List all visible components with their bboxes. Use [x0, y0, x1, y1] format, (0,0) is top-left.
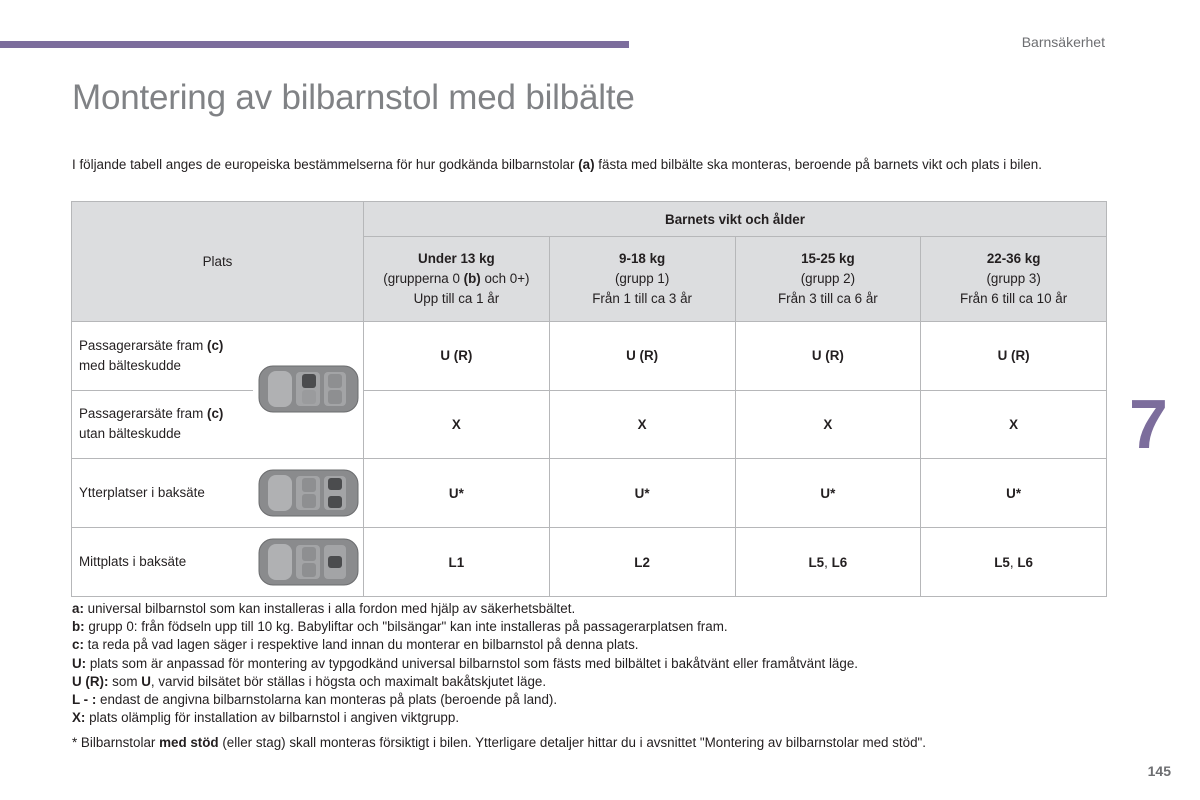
column-age: Från 3 till ca 6 år — [778, 291, 878, 306]
row-label-rear-center: Mittplats i baksäte — [79, 554, 187, 569]
table-cell: U (R) — [364, 322, 550, 391]
column-weight: 9-18 kg — [619, 251, 666, 266]
car-top-view-rear-outer-icon — [258, 466, 360, 520]
column-age: Från 6 till ca 10 år — [960, 291, 1068, 306]
intro-ref: (a) — [578, 157, 595, 172]
note-l: L - : endast de angivna bilbarnstolarna kan monteras på plats (beroende på land). — [72, 692, 558, 708]
intro-paragraph — [72, 154, 1112, 175]
intro-text-1: I följande tabell anges de europeiska bestämmelserna för hur godkända bilbarnstolar — [72, 157, 579, 172]
row-label-rear-outer: Ytterplatser i baksäte — [79, 485, 205, 500]
column-group: (grupp 1) — [614, 271, 670, 286]
table-cell: L5, L6 — [921, 528, 1107, 597]
row-header-front — [72, 322, 364, 459]
column-age: Upp till ca 1 år — [413, 291, 500, 306]
car-top-view-front-seat-icon — [258, 362, 360, 416]
plats-header: Plats — [72, 202, 364, 322]
table-row — [72, 528, 1107, 597]
row-header-rear-center — [72, 528, 364, 597]
car-top-view-rear-center-icon — [258, 535, 360, 589]
table-cell: L2 — [549, 528, 735, 597]
table-cell: X — [921, 390, 1107, 459]
column-header — [549, 237, 735, 322]
table-cell: U (R) — [549, 322, 735, 391]
note-a: a: universal bilbarnstol som kan installeras i alla fordon med hjälp av säkerhetsbältet. — [72, 601, 576, 616]
table-row — [72, 322, 1107, 391]
row-header-rear-outer — [72, 459, 364, 528]
row-label-front-airbag: Passagerarsäte fram (c) med bälteskudde — [79, 338, 224, 373]
column-header — [921, 237, 1107, 322]
table-cell: U (R) — [735, 322, 921, 391]
column-weight: 22-36 kg — [986, 251, 1041, 266]
note-x: X: plats olämplig för installation av bilbarnstol i angiven viktgrupp. — [72, 710, 460, 726]
table-cell: X — [549, 390, 735, 459]
column-group: (grupperna 0 (b) och 0+) — [383, 271, 530, 286]
chapter-number: 7 — [1129, 385, 1168, 463]
table-cell: U (R) — [921, 322, 1107, 391]
table-cell: L1 — [364, 528, 550, 597]
column-age: Från 1 till ca 3 år — [592, 291, 692, 306]
footnote: * Bilbarnstolar med stöd (eller stag) skall monteras försiktigt i bilen. Ytterligare detaljer hittar du i avsnittet "Montering av bilbarnstolar med stöd". — [72, 735, 927, 750]
column-weight: Under 13 kg — [418, 251, 495, 266]
top-accent-bar — [0, 41, 629, 48]
weight-age-header: Barnets vikt och ålder — [364, 202, 1107, 237]
table-cell: L5, L6 — [735, 528, 921, 597]
column-group: (grupp 3) — [986, 271, 1041, 286]
note-c: c: ta reda på vad lagen säger i respektive land innan du monterar en bilbarnstol på denna plats. — [72, 637, 639, 653]
table-cell: X — [364, 390, 550, 459]
table-row — [72, 459, 1107, 528]
column-header — [364, 237, 550, 322]
child-seat-table — [71, 201, 1107, 597]
row-label-front-no-airbag: Passagerarsäte fram (c) utan bälteskudde — [79, 406, 224, 441]
note-u: U: plats som är anpassad för montering av typgodkänd universal bilbarnstol som fästs med bilbältet i bakåtvänt eller framåtvänt läge. — [72, 655, 858, 671]
table-cell: U* — [549, 459, 735, 528]
table-cell: U* — [921, 459, 1107, 528]
table-cell: U* — [364, 459, 550, 528]
table-cell: U* — [735, 459, 921, 528]
note-ur: U (R): som U, varvid bilsätet bör ställas i högsta och maximalt bakåtskjutet läge. — [72, 673, 547, 689]
column-weight: 15-25 kg — [801, 251, 855, 266]
note-b: b: grupp 0: från födseln upp till 10 kg. Babyliftar och "bilsängar" kan inte installeras på passagerarplatsen fram. — [72, 619, 728, 635]
table-cell: X — [735, 390, 921, 459]
section-header: Barnsäkerhet — [1021, 34, 1105, 50]
legend-notes — [72, 600, 1122, 727]
page-number: 145 — [1147, 763, 1171, 779]
column-header — [735, 237, 921, 322]
intro-text-2: fästa med bilbälte ska monteras, beroende på barnets vikt och plats i bilen. — [594, 157, 1042, 172]
column-group: (grupp 2) — [800, 271, 856, 286]
page-title: Montering av bilbarnstol med bilbälte — [72, 78, 635, 117]
